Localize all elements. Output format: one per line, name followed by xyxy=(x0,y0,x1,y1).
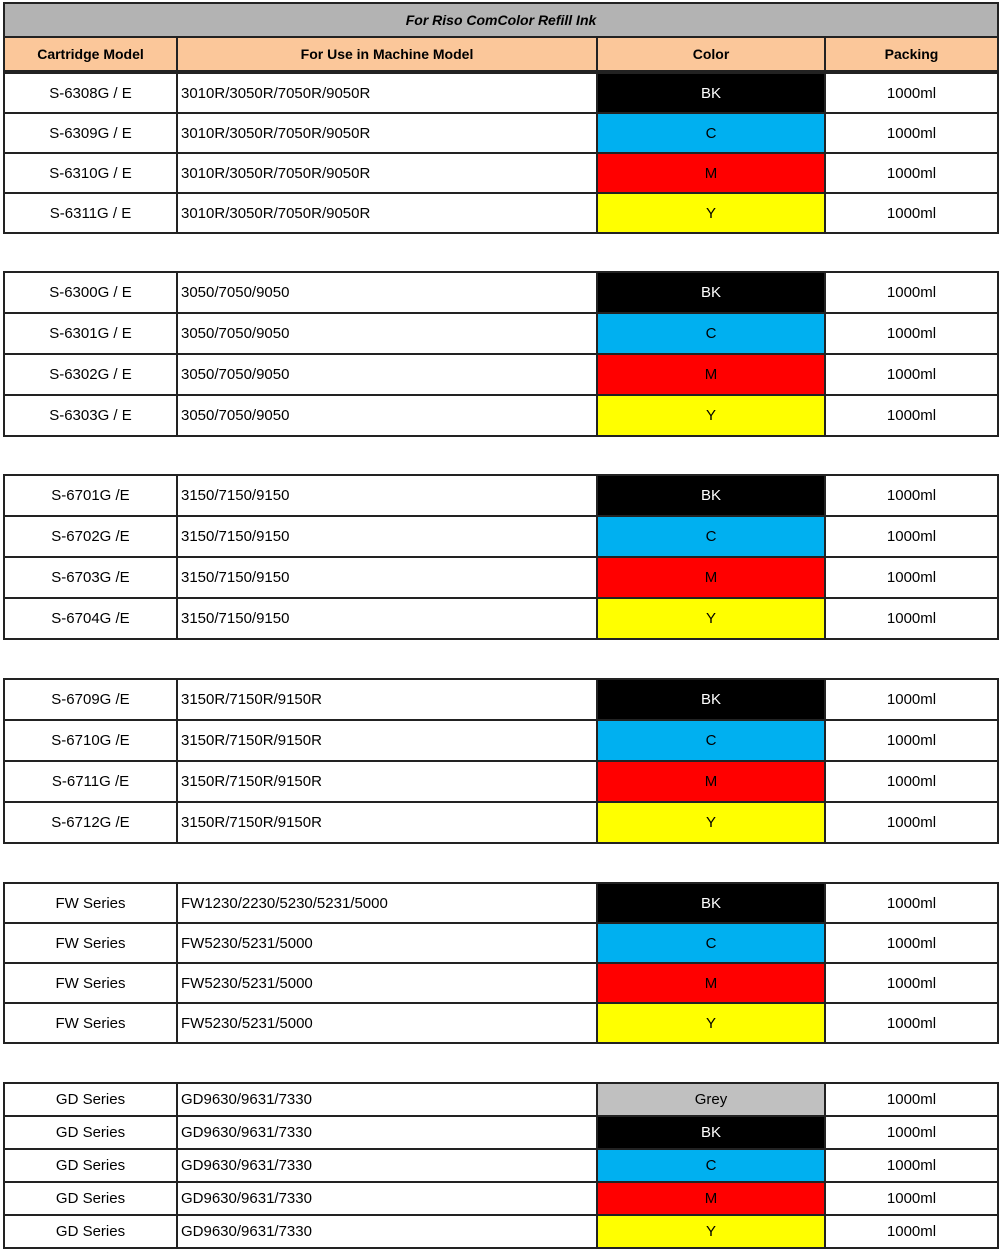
color-cell: BK xyxy=(597,679,825,720)
cartridge-model-cell: S-6311G / E xyxy=(4,193,177,233)
cartridge-model-cell: S-6310G / E xyxy=(4,153,177,193)
packing-cell: 1000ml xyxy=(825,883,998,923)
table-row xyxy=(4,1083,998,1116)
header-color: Color xyxy=(597,37,825,71)
table-row xyxy=(4,883,998,923)
machine-model-cell: 3150R/7150R/9150R xyxy=(177,802,597,843)
cartridge-model-cell: GD Series xyxy=(4,1083,177,1116)
cartridge-model-cell: GD Series xyxy=(4,1116,177,1149)
table-row xyxy=(4,1215,998,1248)
packing-cell: 1000ml xyxy=(825,73,998,113)
cartridge-model-cell: FW Series xyxy=(4,963,177,1003)
table-row xyxy=(4,272,998,313)
packing-cell: 1000ml xyxy=(825,354,998,395)
table-row xyxy=(4,1116,998,1149)
product-group-table xyxy=(3,474,999,640)
cartridge-model-cell: S-6300G / E xyxy=(4,272,177,313)
packing-cell: 1000ml xyxy=(825,1003,998,1043)
cartridge-model-cell: S-6309G / E xyxy=(4,113,177,153)
table-row xyxy=(4,679,998,720)
table-row xyxy=(4,923,998,963)
cartridge-model-cell: S-6303G / E xyxy=(4,395,177,436)
packing-cell: 1000ml xyxy=(825,1083,998,1116)
header-cartridge-model: Cartridge Model xyxy=(4,37,177,71)
cartridge-model-cell: S-6709G /E xyxy=(4,679,177,720)
color-cell: M xyxy=(597,557,825,598)
cartridge-model-cell: S-6301G / E xyxy=(4,313,177,354)
packing-cell: 1000ml xyxy=(825,1215,998,1248)
cartridge-model-cell: S-6711G /E xyxy=(4,761,177,802)
packing-cell: 1000ml xyxy=(825,1149,998,1182)
cartridge-model-cell: S-6712G /E xyxy=(4,802,177,843)
color-cell: Y xyxy=(597,802,825,843)
table-row xyxy=(4,598,998,639)
packing-cell: 1000ml xyxy=(825,1116,998,1149)
packing-cell: 1000ml xyxy=(825,923,998,963)
group-spacer xyxy=(3,640,997,678)
machine-model-cell: 3050/7050/9050 xyxy=(177,313,597,354)
color-cell: Y xyxy=(597,598,825,639)
table-row xyxy=(4,1149,998,1182)
product-group-table xyxy=(3,678,999,844)
cartridge-model-cell: S-6704G /E xyxy=(4,598,177,639)
machine-model-cell: 3150R/7150R/9150R xyxy=(177,720,597,761)
table-row xyxy=(4,313,998,354)
title-row xyxy=(4,3,998,37)
machine-model-cell: FW5230/5231/5000 xyxy=(177,923,597,963)
color-cell: BK xyxy=(597,73,825,113)
color-cell: M xyxy=(597,153,825,193)
machine-model-cell: 3010R/3050R/7050R/9050R xyxy=(177,113,597,153)
color-cell: M xyxy=(597,761,825,802)
table-row xyxy=(4,761,998,802)
color-cell: Y xyxy=(597,395,825,436)
product-group-table xyxy=(3,72,999,234)
color-cell: M xyxy=(597,1182,825,1215)
packing-cell: 1000ml xyxy=(825,516,998,557)
color-cell: M xyxy=(597,963,825,1003)
cartridge-model-cell: GD Series xyxy=(4,1182,177,1215)
color-cell: BK xyxy=(597,475,825,516)
cartridge-model-cell: S-6702G /E xyxy=(4,516,177,557)
machine-model-cell: 3050/7050/9050 xyxy=(177,395,597,436)
color-cell: Grey xyxy=(597,1083,825,1116)
cartridge-model-cell: S-6703G /E xyxy=(4,557,177,598)
cartridge-model-cell: GD Series xyxy=(4,1215,177,1248)
group-spacer xyxy=(3,1044,997,1082)
machine-model-cell: GD9630/9631/7330 xyxy=(177,1083,597,1116)
packing-cell: 1000ml xyxy=(825,557,998,598)
column-header-row xyxy=(4,37,998,71)
color-cell: C xyxy=(597,923,825,963)
machine-model-cell: FW1230/2230/5230/5231/5000 xyxy=(177,883,597,923)
packing-cell: 1000ml xyxy=(825,720,998,761)
packing-cell: 1000ml xyxy=(825,193,998,233)
product-group-table xyxy=(3,271,999,437)
packing-cell: 1000ml xyxy=(825,1182,998,1215)
table-row xyxy=(4,73,998,113)
table-row xyxy=(4,153,998,193)
color-cell: M xyxy=(597,354,825,395)
cartridge-model-cell: FW Series xyxy=(4,923,177,963)
packing-cell: 1000ml xyxy=(825,395,998,436)
color-cell: BK xyxy=(597,883,825,923)
table-row xyxy=(4,193,998,233)
color-cell: Y xyxy=(597,1215,825,1248)
table-row xyxy=(4,802,998,843)
cartridge-model-cell: S-6308G / E xyxy=(4,73,177,113)
table-row xyxy=(4,1182,998,1215)
machine-model-cell: 3150R/7150R/9150R xyxy=(177,761,597,802)
header-machine-model: For Use in Machine Model xyxy=(177,37,597,71)
cartridge-model-cell: S-6302G / E xyxy=(4,354,177,395)
cartridge-model-cell: GD Series xyxy=(4,1149,177,1182)
packing-cell: 1000ml xyxy=(825,475,998,516)
machine-model-cell: 3150/7150/9150 xyxy=(177,516,597,557)
cartridge-model-cell: FW Series xyxy=(4,883,177,923)
color-cell: C xyxy=(597,113,825,153)
machine-model-cell: GD9630/9631/7330 xyxy=(177,1116,597,1149)
packing-cell: 1000ml xyxy=(825,313,998,354)
machine-model-cell: GD9630/9631/7330 xyxy=(177,1182,597,1215)
table-row xyxy=(4,720,998,761)
color-cell: Y xyxy=(597,1003,825,1043)
color-cell: BK xyxy=(597,272,825,313)
color-cell: C xyxy=(597,516,825,557)
machine-model-cell: 3050/7050/9050 xyxy=(177,354,597,395)
machine-model-cell: 3150/7150/9150 xyxy=(177,598,597,639)
group-spacer xyxy=(3,844,997,882)
cartridge-model-cell: S-6701G /E xyxy=(4,475,177,516)
sheet-title: For Riso ComColor Refill Ink xyxy=(4,3,998,37)
machine-model-cell: GD9630/9631/7330 xyxy=(177,1215,597,1248)
packing-cell: 1000ml xyxy=(825,272,998,313)
packing-cell: 1000ml xyxy=(825,963,998,1003)
product-group-table xyxy=(3,1082,999,1249)
machine-model-cell: 3050/7050/9050 xyxy=(177,272,597,313)
machine-model-cell: GD9630/9631/7330 xyxy=(177,1149,597,1182)
packing-cell: 1000ml xyxy=(825,679,998,720)
color-cell: Y xyxy=(597,193,825,233)
table-row xyxy=(4,963,998,1003)
header-packing: Packing xyxy=(825,37,998,71)
table-row xyxy=(4,475,998,516)
table-row xyxy=(4,1003,998,1043)
table-row xyxy=(4,516,998,557)
machine-model-cell: 3010R/3050R/7050R/9050R xyxy=(177,193,597,233)
machine-model-cell: 3010R/3050R/7050R/9050R xyxy=(177,73,597,113)
product-groups xyxy=(3,72,997,1249)
color-cell: C xyxy=(597,313,825,354)
machine-model-cell: 3150R/7150R/9150R xyxy=(177,679,597,720)
product-group-table xyxy=(3,882,999,1044)
cartridge-model-cell: S-6710G /E xyxy=(4,720,177,761)
machine-model-cell: FW5230/5231/5000 xyxy=(177,1003,597,1043)
machine-model-cell: 3150/7150/9150 xyxy=(177,475,597,516)
color-cell: BK xyxy=(597,1116,825,1149)
packing-cell: 1000ml xyxy=(825,802,998,843)
packing-cell: 1000ml xyxy=(825,113,998,153)
group-spacer xyxy=(3,234,997,271)
header-table xyxy=(3,2,999,72)
machine-model-cell: FW5230/5231/5000 xyxy=(177,963,597,1003)
machine-model-cell: 3150/7150/9150 xyxy=(177,557,597,598)
packing-cell: 1000ml xyxy=(825,761,998,802)
packing-cell: 1000ml xyxy=(825,598,998,639)
table-row xyxy=(4,354,998,395)
group-spacer xyxy=(3,437,997,474)
machine-model-cell: 3010R/3050R/7050R/9050R xyxy=(177,153,597,193)
color-cell: C xyxy=(597,720,825,761)
table-row xyxy=(4,557,998,598)
cartridge-model-cell: FW Series xyxy=(4,1003,177,1043)
packing-cell: 1000ml xyxy=(825,153,998,193)
ink-price-sheet xyxy=(3,2,997,1249)
table-row xyxy=(4,113,998,153)
color-cell: C xyxy=(597,1149,825,1182)
table-row xyxy=(4,395,998,436)
